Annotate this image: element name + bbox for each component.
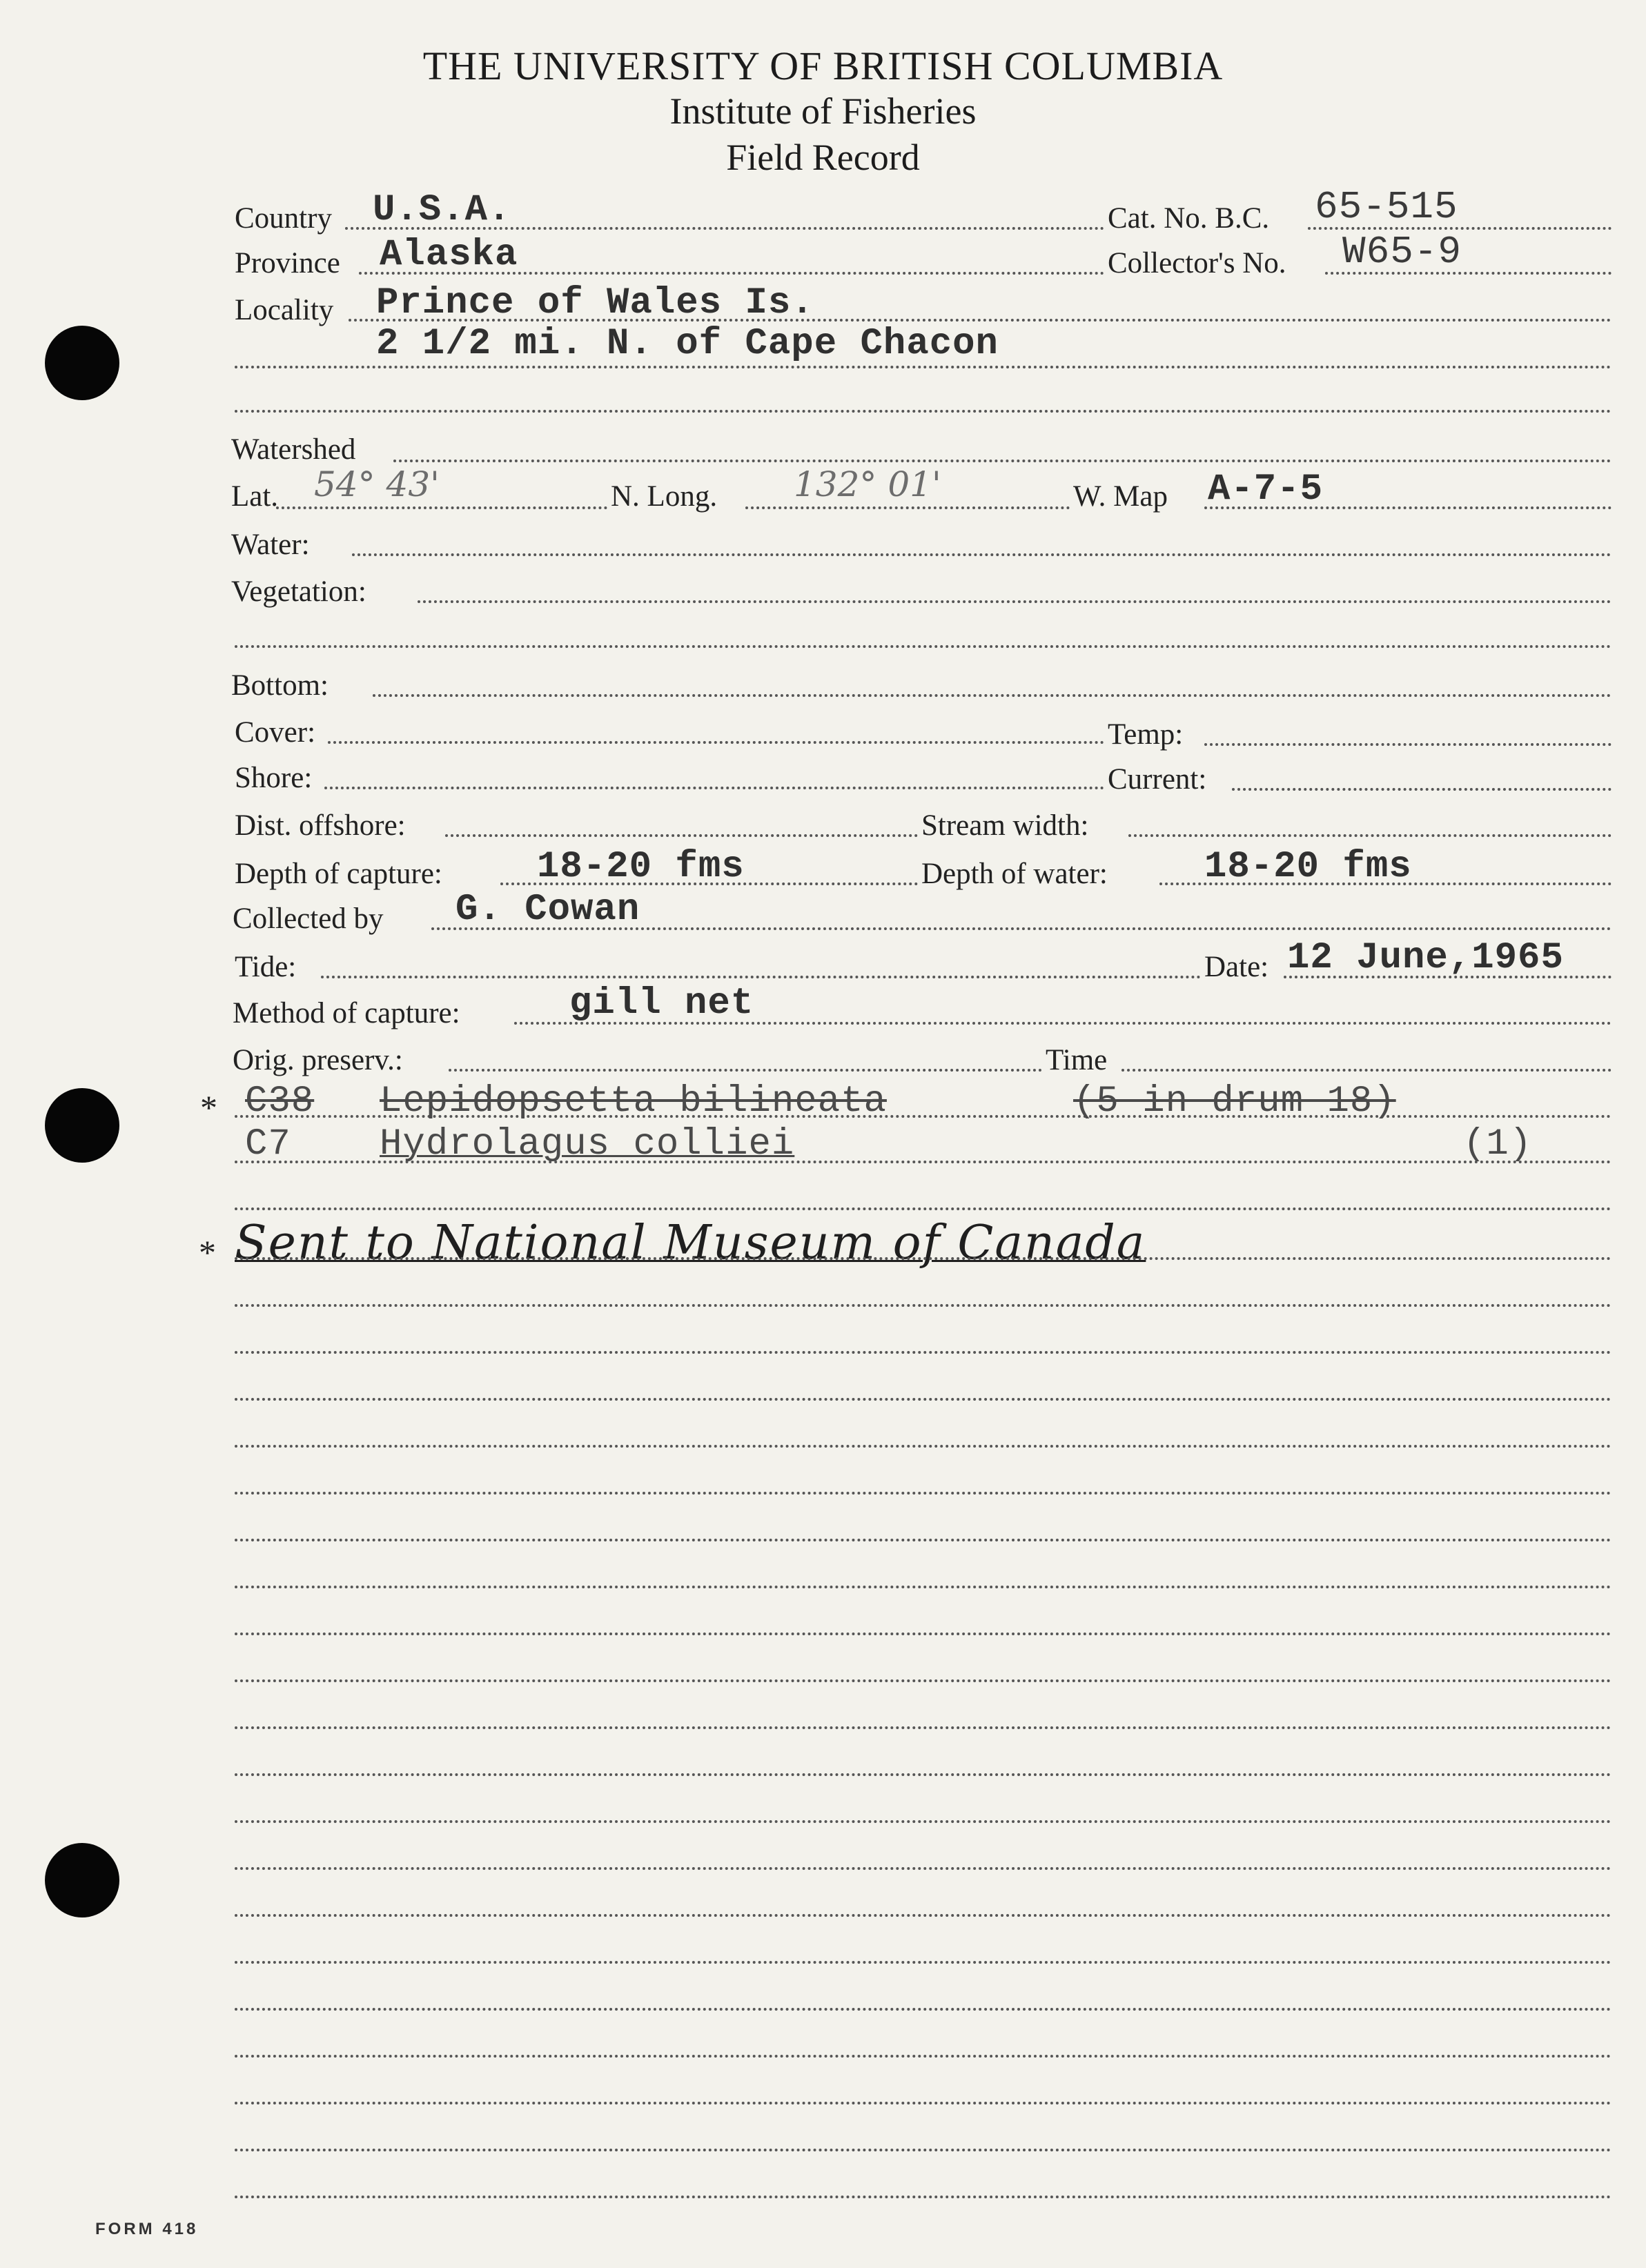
date-label: Date: xyxy=(1204,951,1269,983)
specimen-1-mark: * xyxy=(200,1088,217,1127)
temp-label: Temp: xyxy=(1108,718,1184,751)
vegetation-label: Vegetation: xyxy=(231,575,366,608)
ruled-line xyxy=(235,1773,1611,1776)
stream-width-line xyxy=(1128,834,1611,837)
ruled-line xyxy=(235,1257,1611,1260)
specimen-1-count: (5 in drum 18) xyxy=(1073,1081,1396,1123)
temp-line xyxy=(1204,743,1611,746)
time-label: Time xyxy=(1046,1044,1108,1076)
record-type-title: Field Record xyxy=(726,137,920,178)
watershed-line xyxy=(393,460,1611,462)
water-label: Water: xyxy=(231,529,310,561)
ruled-line xyxy=(235,1867,1611,1870)
country-value: U.S.A. xyxy=(373,189,511,231)
ruled-line xyxy=(235,1586,1611,1588)
cover-line xyxy=(328,741,1104,744)
stream-width-label: Stream width: xyxy=(921,809,1089,842)
n-long-label: N. Long. xyxy=(611,480,718,513)
ruled-line xyxy=(235,1492,1611,1495)
bottom-line xyxy=(373,694,1611,697)
locality-line-2 xyxy=(235,366,1611,368)
locality-label: Locality xyxy=(235,294,334,326)
ruled-line xyxy=(235,1445,1611,1448)
watershed-label: Watershed xyxy=(231,433,356,466)
shore-line xyxy=(324,787,1104,789)
bottom-label: Bottom: xyxy=(231,669,329,702)
punch-hole-bottom xyxy=(45,1843,119,1917)
dist-offshore-line xyxy=(445,834,918,837)
ruled-line xyxy=(235,2102,1611,2104)
specimen-2-name: Hydrolagus colliei xyxy=(380,1123,795,1165)
ruled-line xyxy=(235,1633,1611,1635)
punch-hole-top xyxy=(45,326,119,400)
cover-label: Cover: xyxy=(235,716,316,749)
specimen-2-code: C7 xyxy=(245,1123,291,1165)
depth-of-capture-label: Depth of capture: xyxy=(235,858,442,890)
collected-by-value: G. Cowan xyxy=(455,889,640,931)
institute-title: Institute of Fisheries xyxy=(669,90,977,132)
collected-by-label: Collected by xyxy=(233,903,384,935)
shore-label: Shore: xyxy=(235,762,313,794)
long-value: 132° 01' xyxy=(794,464,941,504)
locality-value-1: Prince of Wales Is. xyxy=(376,282,814,324)
cat-no-value: 65-515 xyxy=(1315,185,1458,229)
ruled-line xyxy=(235,1914,1611,1917)
specimen-2-count: (1) xyxy=(1463,1123,1533,1165)
ruled-line xyxy=(235,1304,1611,1307)
tide-line xyxy=(321,976,1201,978)
tide-label: Tide: xyxy=(235,951,297,983)
handwritten-note: Sent to National Museum of Canada xyxy=(235,1216,1146,1270)
map-value: A-7-5 xyxy=(1208,469,1324,511)
punch-hole-middle xyxy=(45,1088,119,1163)
ruled-line xyxy=(235,2196,1611,2198)
lat-line xyxy=(276,506,607,509)
current-line xyxy=(1232,788,1611,791)
time-line xyxy=(1121,1069,1611,1072)
depth-of-water-value: 18-20 fms xyxy=(1204,846,1412,888)
specimen-1-name: Lepidopsetta bilineata xyxy=(380,1081,887,1123)
method-of-capture-value: gill net xyxy=(569,983,754,1025)
ruled-line xyxy=(235,1726,1611,1729)
ruled-line xyxy=(235,1961,1611,1964)
university-title: THE UNIVERSITY OF BRITISH COLUMBIA xyxy=(422,43,1224,88)
w-map-label: W. Map xyxy=(1073,480,1168,513)
province-value: Alaska xyxy=(380,234,518,276)
ruled-line xyxy=(235,2055,1611,2058)
ruled-line xyxy=(235,1679,1611,1682)
cat-no-label: Cat. No. B.C. xyxy=(1108,202,1270,235)
lat-value: 54° 43' xyxy=(314,464,440,504)
lat-label: Lat. xyxy=(231,480,279,513)
depth-of-capture-value: 18-20 fms xyxy=(537,846,745,888)
ruled-line xyxy=(235,1351,1611,1354)
date-value: 12 June,1965 xyxy=(1287,937,1564,979)
long-line xyxy=(745,506,1070,509)
ruled-line xyxy=(235,2008,1611,2011)
collectors-no-label: Collector's No. xyxy=(1108,247,1286,279)
province-label: Province xyxy=(235,247,340,279)
ruled-line xyxy=(235,1539,1611,1541)
orig-preserv-label: Orig. preserv.: xyxy=(233,1044,403,1076)
ruled-line xyxy=(235,1820,1611,1823)
current-label: Current: xyxy=(1108,763,1207,796)
note-mark: * xyxy=(199,1233,216,1272)
vegetation-line-1 xyxy=(418,600,1611,603)
depth-of-water-label: Depth of water: xyxy=(921,858,1108,890)
method-of-capture-label: Method of capture: xyxy=(233,997,460,1029)
country-label: Country xyxy=(235,202,332,235)
orig-preserv-line xyxy=(449,1069,1042,1072)
ruled-line xyxy=(235,2149,1611,2151)
locality-line-3 xyxy=(235,410,1611,413)
locality-value-2: 2 1/2 mi. N. of Cape Chacon xyxy=(376,323,999,365)
dist-offshore-label: Dist. offshore: xyxy=(235,809,406,842)
ruled-line xyxy=(235,1398,1611,1401)
specimen-1-code: C38 xyxy=(245,1081,315,1123)
form-number: FORM 418 xyxy=(95,2220,199,2238)
ruled-line xyxy=(235,1207,1611,1210)
collectors-no-value: W65-9 xyxy=(1342,230,1462,274)
vegetation-line-2 xyxy=(235,645,1611,648)
water-line xyxy=(352,553,1611,556)
